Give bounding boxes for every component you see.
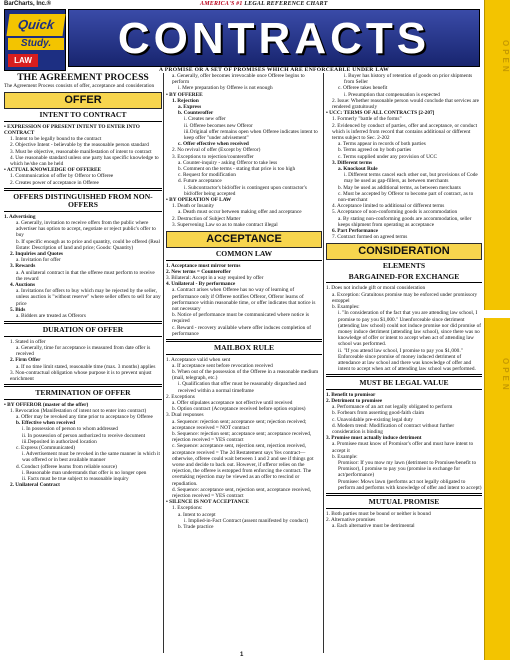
list-item: 2. Alternative promises bbox=[326, 516, 376, 523]
list-item: c. Unavoidable pre-existing legal duty bbox=[332, 416, 414, 423]
list-item: b. Trade practice bbox=[178, 524, 214, 530]
list-item: b. Forbears from asserting good-faith claim bbox=[332, 410, 425, 417]
list-item: iii.Deposited in authorized location bbox=[22, 438, 97, 445]
list-item: 2. Creates power of acceptance in Offeree bbox=[10, 179, 99, 186]
list-item: 3. Bilateral: Accept in a way required by offer bbox=[166, 274, 264, 281]
list-item: 2. Exceptions bbox=[166, 393, 195, 400]
list-item: a. Generally, offer becomes irrevocable once Offeree begins to perform bbox=[172, 73, 305, 86]
list-item: 1. Death or Insanity bbox=[172, 203, 215, 210]
list-item: 1. Formerly "battle of the forms" bbox=[332, 116, 402, 123]
open-tab-bottom[interactable] bbox=[484, 318, 510, 660]
list-item: ii. Facts must be true subject to reasonable inquiry bbox=[22, 476, 129, 483]
list-item: 2. Detriment to promisee bbox=[326, 398, 383, 405]
nonoffers-title: OFFERS DISTINGUISHED FROM NON-OFFERS bbox=[13, 191, 153, 210]
open-tab-top[interactable] bbox=[484, 0, 510, 310]
list-item: c. Offeree takes benefit bbox=[338, 85, 388, 92]
divider bbox=[326, 389, 482, 390]
common-law-title: COMMON LAW bbox=[215, 249, 273, 259]
list-item: a. Counter-inquiry - asking Offeror to take less bbox=[178, 159, 278, 166]
list-item: 2. Objective Intent - believable by the reasonable person standard bbox=[10, 142, 149, 149]
list-item: 1. Does not include gift or moral consideration bbox=[326, 285, 426, 292]
list-item: b. Examples: bbox=[332, 304, 360, 311]
list-item: i. Presumption that compensation is expected bbox=[344, 91, 440, 98]
list-item: b. If specific enough as to price and quantity, could be offered (Real Estate: Description of land and price; Goods: Quantity) bbox=[16, 238, 160, 251]
list-item: 1. Rejection bbox=[172, 97, 199, 104]
list-item: 5. Bids bbox=[10, 306, 26, 313]
list-item: • SILENCE IS NOT ACCEPTANCE bbox=[166, 499, 249, 506]
list-item: i. Qualification that offer must be reasonably dispatched and received within a normal timeframe bbox=[178, 381, 307, 394]
list-item: c. Terms supplied under any provision of UCC bbox=[338, 153, 437, 160]
list-item: 2. Unilateral Contract bbox=[10, 482, 60, 489]
list-item: iii.Original offer remains open when Offeree indicates intent to keep offer "under advisement" bbox=[184, 128, 318, 142]
divider bbox=[326, 508, 482, 509]
publisher-name: BarCharts, Inc.® bbox=[4, 1, 52, 7]
divider bbox=[166, 260, 322, 261]
title-banner bbox=[68, 9, 480, 67]
list-item: 3. Dual responses bbox=[166, 412, 204, 419]
list-item: 3. Exceptions to rejection/counteroffer bbox=[172, 153, 254, 160]
list-item: • ACTUAL KNOWLEDGE OF OFFEREE bbox=[4, 167, 102, 174]
agreement-text: The Agreement Process consists of offer, acceptance and consideration bbox=[4, 83, 155, 89]
list-item: Promisor: If you mow my lawn (detriment to Promisee/benefit to Promisor), I promise to pay you (promise in exchange for act/performance) bbox=[338, 460, 477, 479]
page-number: 1 bbox=[240, 652, 244, 658]
list-item: 3. Must be objective, reasonable manifestation of intent to contract bbox=[10, 148, 152, 155]
divider bbox=[4, 121, 162, 122]
list-item: a. Sequence: rejection sent; acceptance sent; rejection received; acceptance received = NOT contract bbox=[172, 418, 307, 431]
divider bbox=[326, 374, 482, 377]
list-item: c. Reward - recovery available where offer induces completion of performance bbox=[172, 324, 312, 337]
divider bbox=[166, 354, 322, 355]
logo-quick: Quick bbox=[6, 14, 65, 36]
list-item: d. Modern trend: Modification of contract without further consideration is binding bbox=[332, 422, 455, 436]
list-item: i. In possession of person to whom addressed bbox=[22, 426, 118, 433]
logo-law-badge: LAW bbox=[8, 54, 38, 67]
list-item: 4. Unilateral - By performance bbox=[166, 281, 236, 288]
list-item: a. Knockout Rule bbox=[338, 166, 378, 173]
list-item: b. Example: bbox=[332, 453, 358, 460]
list-item: 2. New terms = Counteroffer bbox=[166, 268, 231, 275]
list-item: a. Bidders are treated as Offerors bbox=[16, 312, 86, 319]
list-item: i. "In consideration of the fact that you are attending law school, I promise to pay you $1,000." Unenforceable since detriment (attending law school) could not induce promise nor did promise of money induce detriment (attending law school), since there was no knowledge of offer or intent to accept when act of attending law school was performed. bbox=[338, 310, 481, 348]
list-item: c. Request for modification bbox=[178, 172, 236, 179]
list-item: 2. Firm Offer bbox=[10, 357, 41, 364]
list-item: a. Generally, invitation to receive offers from the public where advertiser has option to accept, negotiate or reject public's offer to buy bbox=[16, 219, 156, 239]
tagline-suffix: LEGAL REFERENCE CHART bbox=[242, 1, 328, 7]
list-item: ii. In possession of person authorized to receive document bbox=[22, 432, 146, 439]
list-item: a. If acceptance sent before revocation received bbox=[172, 362, 273, 369]
top-bar bbox=[0, 0, 510, 9]
list-item: b. Notice of performance must be communicated where notice is required bbox=[172, 312, 310, 325]
tagline-prefix: AMERICA'S #1 bbox=[200, 1, 243, 7]
list-item: 3. Different terms bbox=[332, 159, 373, 166]
list-item: 1. Intent to be legally bound to the contract bbox=[10, 136, 102, 143]
legal-value-title: MUST BE LEGAL VALUE bbox=[359, 378, 449, 388]
column-divider bbox=[323, 73, 324, 653]
list-item: 4. Use reasonable standard unless one party has specific knowledge to which he/she can be held bbox=[10, 154, 159, 167]
list-item: ii. Offeree becomes new Offeror bbox=[184, 122, 253, 129]
list-item: d. Conduct (offeree learns from reliable source) bbox=[16, 463, 117, 470]
list-item: 3. Promise must actually induce detriment bbox=[326, 435, 422, 442]
open-tab-label: OPEN bbox=[501, 358, 510, 393]
list-item: d. Sequence: acceptance sent, rejection sent, acceptance received, rejection received = YES contract bbox=[172, 486, 311, 499]
divider bbox=[4, 188, 162, 191]
list-item: c. Offer effective when received bbox=[178, 141, 249, 148]
list-item: a. Invitation for offer bbox=[16, 257, 61, 264]
list-item: b. Sequence: rejection sent; acceptance sent; acceptance received, rejection received = YES contract bbox=[172, 430, 312, 444]
list-item: a. Death must occur between making offer and acceptance bbox=[178, 209, 302, 216]
list-item: i. Creates new offer bbox=[184, 116, 226, 123]
list-item: a. Exception: Gratuitous promise may be enforced under promissory estoppel bbox=[332, 291, 478, 304]
list-item: b. Comment on the terms - stating that price is too high bbox=[178, 166, 296, 173]
divider bbox=[4, 321, 162, 324]
page-title: CONTRACTS bbox=[117, 14, 431, 63]
list-item: a. Intent to accept bbox=[178, 511, 216, 518]
list-item: a. By stating non-conforming goods are accommodation, seller keeps shipment from operating as acceptance bbox=[338, 215, 472, 228]
quickstudy-logo bbox=[4, 9, 66, 71]
list-item: 3. Non-contractual obligation whose purpose it is to prevent unjust enrichment bbox=[10, 369, 152, 382]
list-item: i. Advertisement must be revoked in the same manner in which it was offered or in best available manner bbox=[22, 451, 160, 464]
divider bbox=[326, 282, 482, 283]
list-item: a. Invitations for offers to buy which may be rejected by the seller, unless auction is "without reserve" where seller offers to sell for any price bbox=[16, 288, 161, 307]
list-item: i. Buyer has history of retention of goods on prior shipments from Seller bbox=[344, 73, 473, 86]
divider bbox=[4, 211, 162, 212]
open-tab-label: OPEN bbox=[501, 40, 510, 75]
list-item: i. Reasonable man understands that offer is no longer open bbox=[22, 469, 147, 476]
list-item: 5. Acceptance of non-conforming goods is accommodation bbox=[332, 209, 458, 216]
mailbox-title: MAILBOX RULE bbox=[213, 343, 275, 353]
list-item: 2. Evidenced by conduct of parties, offer and acceptance, or conduct which is inferred from record that contains additional or different terms subject to Sec. 2-202 bbox=[332, 122, 478, 142]
divider bbox=[4, 399, 162, 400]
list-item: a. Terms appear in records of both parties bbox=[338, 141, 426, 148]
agreement-title: THE AGREEMENT PROCESS bbox=[17, 72, 149, 83]
list-item: ii. "If you attend law school, I promise to pay you $1,000." Enforceable since promise of money induced detriment of attendance at law school and there was knowledge of offer and intent to accept when act of attending law school was performed. bbox=[338, 347, 476, 373]
list-item: 7. Contract formed on agreed terms bbox=[332, 234, 408, 241]
termination-title: TERMINATION OF OFFER bbox=[35, 388, 131, 398]
list-item: 2. Inquiries and Quotes bbox=[10, 250, 63, 257]
column-1 bbox=[4, 73, 162, 488]
list-item: • BY OPERATION OF LAW bbox=[166, 197, 232, 204]
divider bbox=[166, 339, 322, 342]
list-item: 1. Acceptance valid when sent bbox=[166, 356, 231, 363]
list-item: c. Must be accepted by Offeror to become part of contract, as to non-merchant bbox=[338, 190, 474, 204]
list-item: a. Contract arises when Offeree has no way of learning of performance only if Offeree notifies Offeror, Offeror learns of performance within reasonable time, or offer indicates that notice is not necessary bbox=[172, 287, 316, 312]
list-item: 1. Stated in offer bbox=[10, 338, 46, 345]
list-item: i. Mere preparation by Offeree is not enough bbox=[178, 85, 273, 92]
list-item: • BY OFFEREE bbox=[166, 91, 203, 98]
divider bbox=[4, 384, 162, 387]
list-item: a. Each alternative must be detrimental bbox=[332, 522, 415, 529]
intent-title: INTENT TO CONTRACT bbox=[39, 110, 127, 120]
list-item: b. Effective when received bbox=[16, 420, 76, 427]
offer-heading: OFFER bbox=[4, 92, 162, 109]
list-item: 3. Rewards bbox=[10, 263, 36, 270]
list-item: 3. Supervening Law so as to make contract illegal bbox=[172, 221, 278, 228]
column-3 bbox=[326, 73, 482, 529]
list-item: a. If no time limit stated, reasonable time (max. 3 months) applies bbox=[16, 363, 156, 370]
list-item: b. Option contract (Acceptance received before option expires) bbox=[172, 406, 306, 413]
list-item: 4. Auctions bbox=[10, 281, 36, 288]
list-item: 1. Advertising bbox=[4, 213, 36, 220]
list-item: • UCC: TERMS OF ALL CONTRACTS [2-207] bbox=[326, 110, 435, 117]
list-item: i. Implied-in-Fact Contract (assent manifested by conduct) bbox=[184, 517, 308, 524]
elements-title: ELEMENTS bbox=[382, 261, 426, 271]
acceptance-heading: ACCEPTANCE bbox=[166, 231, 322, 248]
list-item: 6. Part Performance bbox=[332, 228, 379, 235]
column-divider bbox=[163, 73, 164, 653]
list-item: b. May be used as additional terms, as between merchants bbox=[338, 184, 461, 191]
list-item: a. Generally, time for acceptance is measured from date offer is received bbox=[16, 344, 151, 358]
divider bbox=[326, 493, 482, 496]
mutual-promise-title: MUTUAL PROMISE bbox=[368, 497, 440, 507]
list-item: 1. Both parties must be bound or neither is bound bbox=[326, 510, 431, 517]
duration-title: DURATION OF OFFER bbox=[42, 325, 124, 335]
list-item: a. Performance of an act not legally obligated to perform bbox=[332, 404, 453, 411]
list-item: 2. Issue: Whether reasonable person would conclude that services are rendered gratuitously bbox=[332, 97, 479, 111]
list-item: a. Promisee must know of Promisor's offer and must have intent to accept it bbox=[332, 441, 474, 454]
list-item: a. Offer stipulates acceptance not effective until received bbox=[172, 399, 293, 406]
list-item: • BY OFFEROR (master of the offer) bbox=[4, 401, 89, 408]
list-item: d. Future acceptance bbox=[178, 178, 222, 185]
divider bbox=[4, 336, 162, 337]
list-item: a. Offer may be revoked any time prior to acceptance by Offeree bbox=[16, 414, 153, 421]
list-item: • EXPRESSION OF PRESENT INTENT TO ENTER INTO CONTRACT bbox=[4, 123, 140, 136]
list-item: 2. Destruction of Subject Matter bbox=[172, 215, 241, 222]
page-subtitle: A PROMISE OR A SET OF PROMISES WHICH ARE ENFORCEABLE UNDER LAW bbox=[158, 67, 389, 73]
list-item: b. Terms agreed on by both parties bbox=[338, 147, 412, 154]
list-item: 2. No revival of offer (Except by Offeror) bbox=[172, 147, 261, 154]
list-item: 1. Communication of offer by Offeror to Offeree bbox=[10, 173, 114, 180]
list-item: b. Counteroffer bbox=[178, 110, 214, 117]
logo-study: Study. bbox=[8, 38, 64, 50]
list-item: i. Different terms cancel each other out, but provisions of Code may be used as gap-fillers, as between merchants bbox=[344, 172, 478, 185]
consideration-heading: CONSIDERATION bbox=[326, 243, 482, 260]
bargained-title: BARGAINED-FOR EXCHANGE bbox=[348, 271, 460, 281]
list-item: b. When out of the possession of the Offeree in a reasonable medium (mail, telegraph, etc.) bbox=[172, 368, 319, 382]
list-item: a. Express bbox=[178, 104, 202, 111]
list-item: Promisee: Mows lawn (performs act not legally obligated to perform and performs with knowledge of offer and intent to accept) bbox=[338, 478, 482, 491]
list-item: 1. Revocation (Manifestation of intent not to enter into contract) bbox=[10, 407, 147, 414]
list-item: c. Sequence: acceptance sent, rejection sent, rejection received, acceptance received = The 2d Restatement says Yes contract—otherwise, offeree could wait between 1 and 2 and see if things got worse and decide to back out. However, if offeror relies on the rejection, the offeree is estopped from enforcing the contract. The overtaking rejection may be viewed as an offer to rescind or repudiation. bbox=[172, 443, 314, 487]
list-item: 4. Acceptance limited to additional or different terms bbox=[332, 203, 445, 210]
list-item: 1. Benefit to promisor bbox=[326, 391, 376, 398]
column-2 bbox=[166, 73, 322, 530]
tagline bbox=[200, 0, 328, 9]
list-item: 1. Acceptance must mirror terms bbox=[166, 262, 241, 269]
list-item: 1. Exceptions: bbox=[172, 505, 203, 512]
list-item: c. Express (Communicated) bbox=[16, 445, 75, 452]
list-item: i. Subcontractor's bid/offer is contingent upon contractor's bid/offer being accepted bbox=[184, 184, 307, 197]
list-item: a. A unilateral contract in that the offeree must perform to receive the reward bbox=[16, 269, 155, 282]
